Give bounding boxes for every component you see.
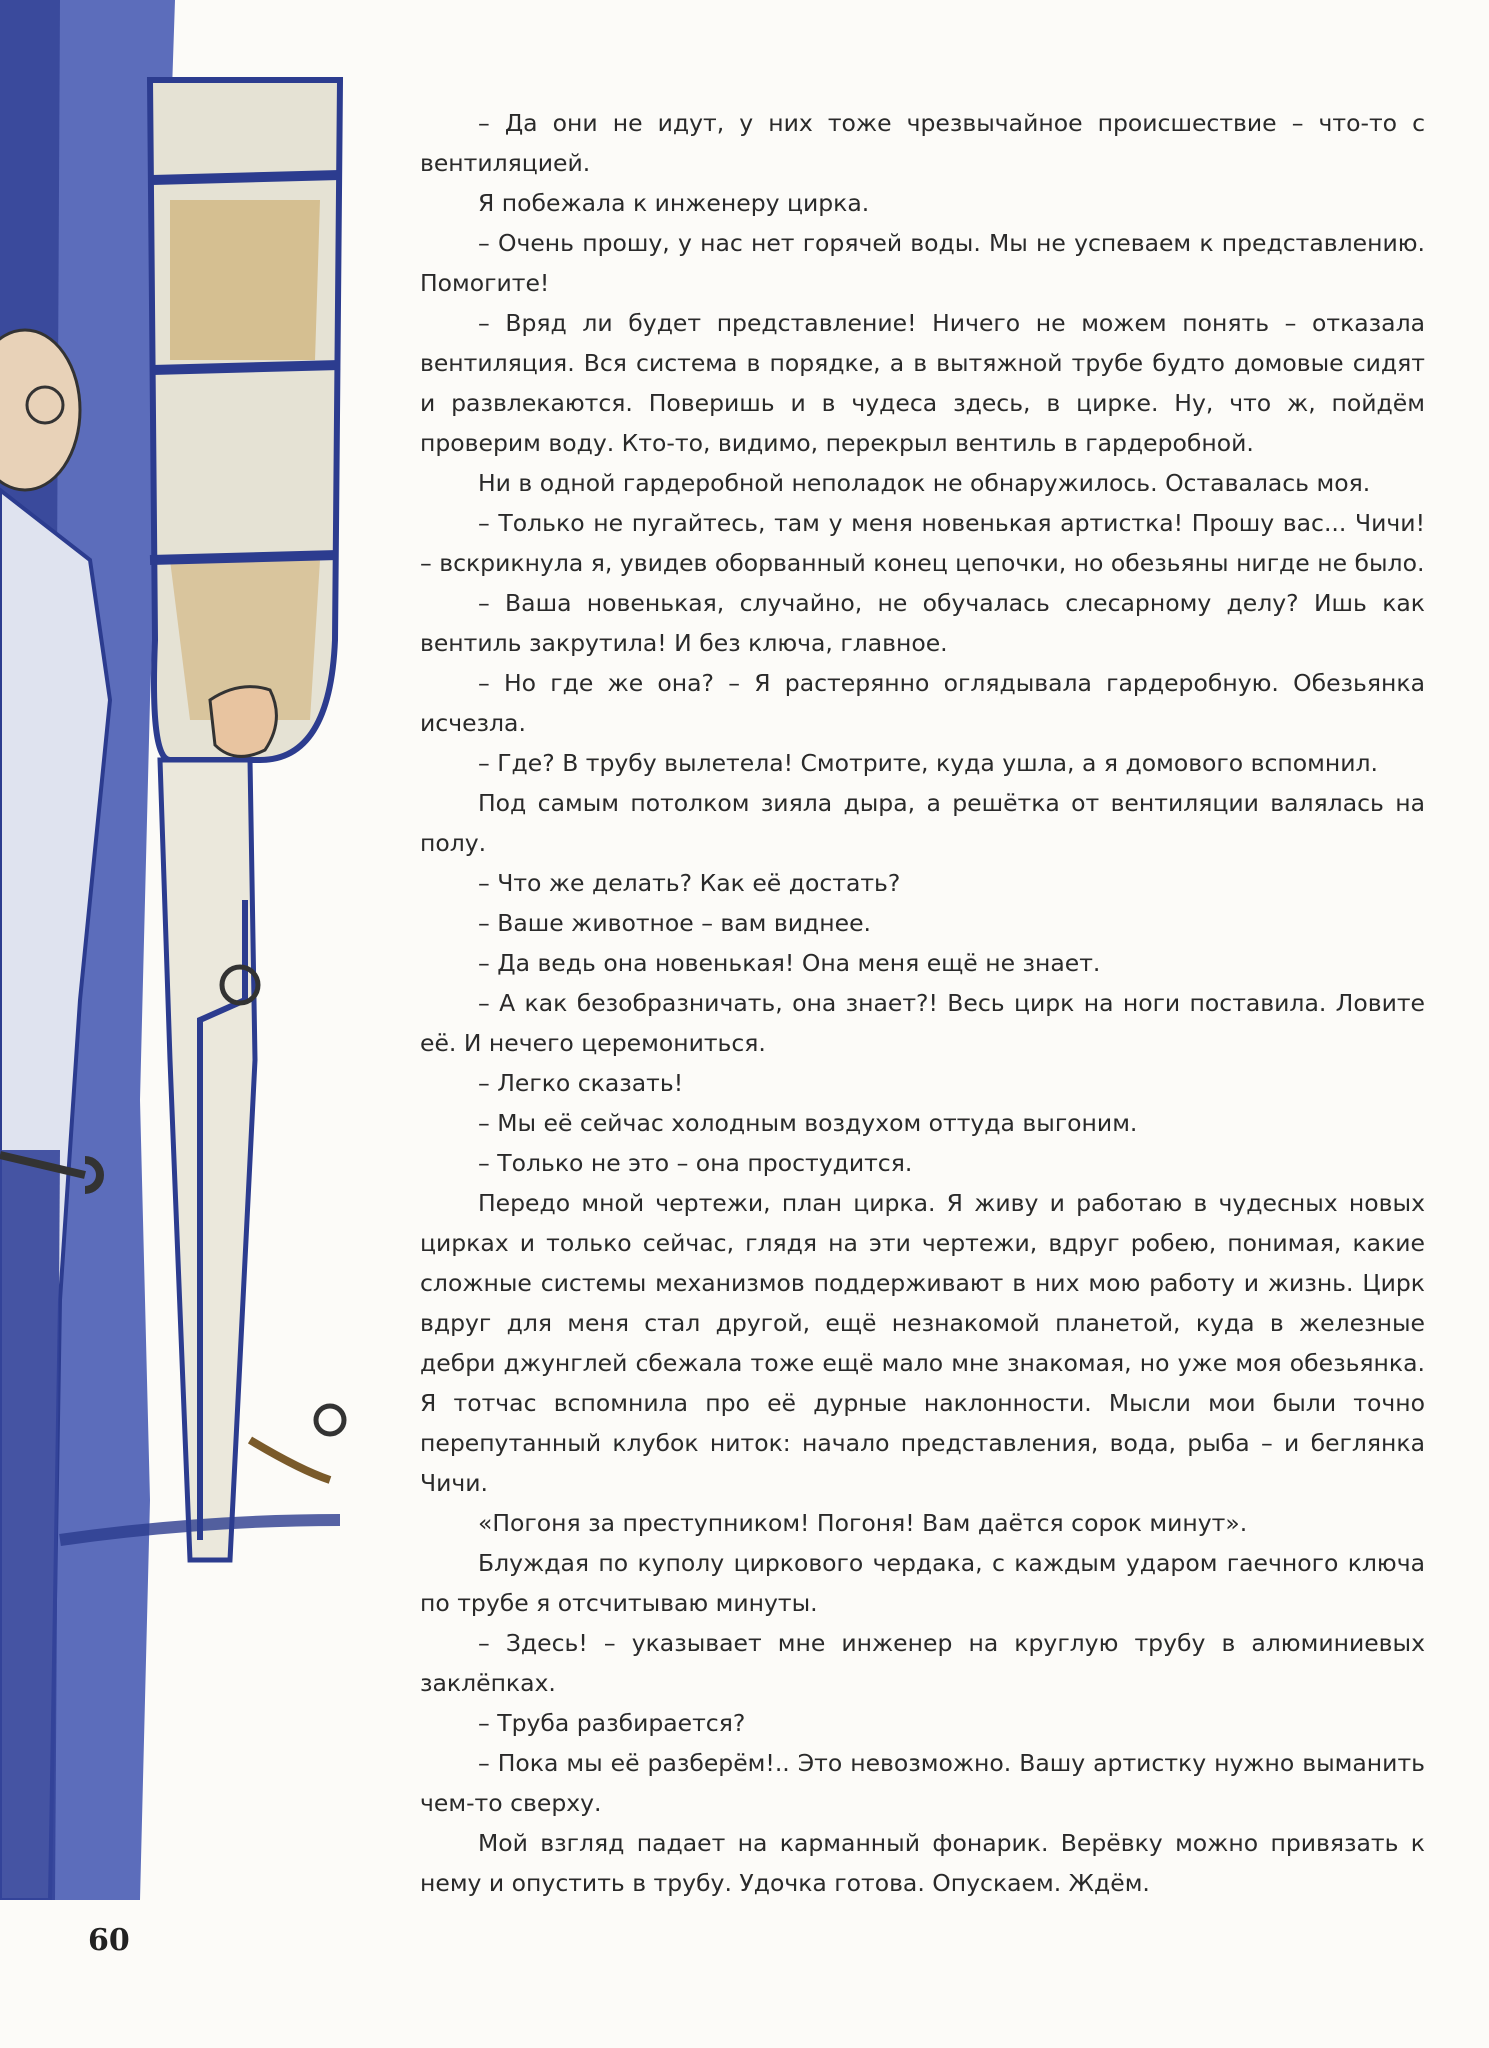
paragraph: – Где? В трубу вылетела! Смотрите, куда ушла, а я домового вспомнил. — [478, 749, 1378, 777]
paragraph: – А как безобразничать, она знает?! Весь цирк на ноги поставила. Ловите её. И нечего церемониться. — [420, 989, 1425, 1057]
paragraph: Передо мной чертежи, план цирка. Я живу и работаю в чудесных новых цирках и только сейчас, глядя на эти чертежи, вдруг робею, понимая, какие сложные системы механизмов поддерживают в них мою работу и жизнь. Цирк вдруг для меня стал другой, ещё незнакомой планетой, куда в железные дебри джунглей сбежала тоже ещё мало мне знакомая, но уже моя обезьянка. Я тотчас вспомнила про её дурные наклонности. Мысли мои были точно перепутанный клубок ниток: начало представления, вода, рыба – и беглянка Чичи. — [420, 1189, 1425, 1497]
paragraph: Под самым потолком зияла дыра, а решётка от вентиляции валялась на полу. — [420, 789, 1425, 857]
paragraph: – Да они не идут, у них тоже чрезвычайное происшествие – что-то с вентиляцией. — [420, 109, 1425, 177]
paragraph: – Здесь! – указывает мне инженер на круглую трубу в алюминиевых заклёпках. — [420, 1629, 1425, 1697]
story-text — [420, 103, 1425, 1903]
paragraph: – Ваше животное – вам виднее. — [478, 909, 871, 937]
paragraph: – Только не пугайтесь, там у меня новенькая артистка! Прошу вас... Чичи! – вскрикнула я, увидев оборванный конец цепочки, но обезьяны нигде не было. — [420, 509, 1425, 577]
paragraph: Ни в одной гардеробной неполадок не обнаружилось. Оставалась моя. — [478, 469, 1371, 497]
paragraph: Блуждая по куполу циркового чердака, с каждым ударом гаечного ключа по трубе я отсчитываю минуты. — [420, 1549, 1425, 1617]
paragraph: Я побежала к инженеру цирка. — [478, 189, 870, 217]
paragraph: – Очень прошу, у нас нет горячей воды. Мы не успеваем к представлению. Помогите! — [420, 229, 1425, 297]
paragraph: – Труба разбирается? — [478, 1709, 746, 1737]
paragraph: – Вряд ли будет представление! Ничего не можем понять – отказала вентиляция. Вся система в порядке, а в вытяжной трубе будто домовые сидят и развлекаются. Поверишь и в чудеса здесь, в цирке. Ну, что ж, пойдём проверим воду. Кто-то, видимо, перекрыл вентиль в гардеробной. — [420, 309, 1425, 457]
paragraph: – Только не это – она простудится. — [478, 1149, 913, 1177]
paragraph: – Легко сказать! — [478, 1069, 684, 1097]
paragraph: – Да ведь она новенькая! Она меня ещё не знает. — [478, 949, 1101, 977]
pipe-illustration — [0, 0, 400, 1900]
paragraph: – Ваша новенькая, случайно, не обучалась слесарному делу? Ишь как вентиль закрутила! И без ключа, главное. — [420, 589, 1425, 657]
paragraph: Мой взгляд падает на карманный фонарик. Верёвку можно привязать к нему и опустить в трубу. Удочка готова. Опускаем. Ждём. — [420, 1829, 1425, 1897]
paragraph: «Погоня за преступником! Погоня! Вам даётся сорок минут». — [478, 1509, 1248, 1537]
paragraph: – Но где же она? – Я растерянно оглядывала гардеробную. Обезьянка исчезла. — [420, 669, 1425, 737]
paragraph: – Мы её сейчас холодным воздухом оттуда выгоним. — [478, 1109, 1138, 1137]
paragraph: – Пока мы её разберём!.. Это невозможно. Вашу артистку нужно выманить чем-то сверху. — [420, 1749, 1425, 1817]
paragraph: – Что же делать? Как её достать? — [478, 869, 901, 897]
page-number: 60 — [88, 1923, 130, 1958]
